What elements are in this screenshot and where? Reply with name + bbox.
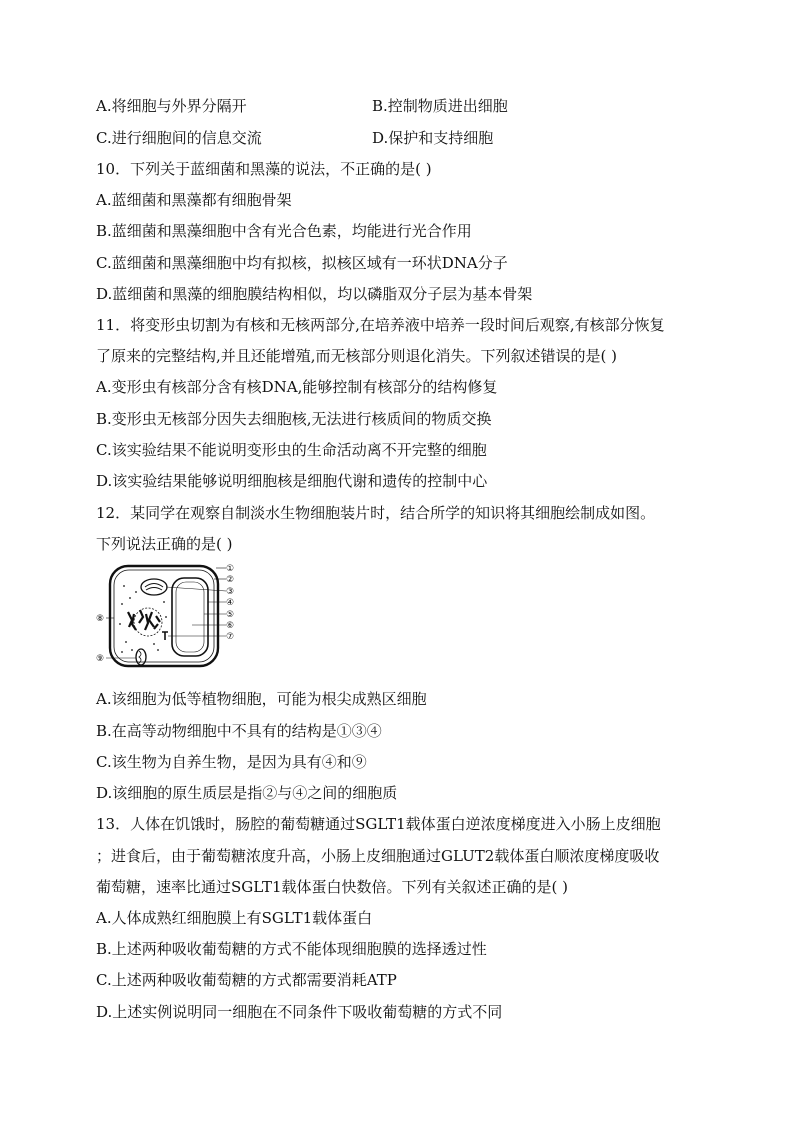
q13-stem-line2: ；进食后，由于葡萄糖浓度升高，小肠上皮细胞通过GLUT2载体蛋白顺浓度梯度吸收: [96, 847, 660, 865]
label-6: ⑥: [226, 621, 235, 631]
q11-option-d: D.该实验结果能够说明细胞核是细胞代谢和遗传的控制中心: [96, 472, 488, 490]
q12-option-c: C.该生物为自养生物，是因为具有④和⑨: [96, 753, 367, 771]
q13-stem-line1: 13．人体在饥饿时，肠腔的葡萄糖通过SGLT1载体蛋白逆浓度梯度进入小肠上皮细胞: [96, 815, 661, 833]
q11-option-b: B.变形虫无核部分因失去细胞核,无法进行核质间的物质交换: [96, 410, 492, 428]
mitochondrion-cristae: [139, 651, 141, 663]
q9-option-d: D.保护和支持细胞: [372, 129, 494, 147]
q12-option-d: D.该细胞的原生质层是指②与④之间的细胞质: [96, 784, 398, 802]
cytoplasm-granules: [119, 585, 167, 653]
q13-option-b: B.上述两种吸收葡萄糖的方式不能体现细胞膜的选择透过性: [96, 940, 487, 958]
mitochondrion: [136, 649, 146, 665]
label-7: ⑦: [226, 632, 235, 642]
q9-option-a: A.将细胞与外界分隔开: [96, 97, 247, 115]
q11-option-a: A.变形虫有核部分含有核DNA,能够控制有核部分的结构修复: [96, 378, 498, 396]
label-2: ②: [226, 575, 235, 585]
q13-option-a: A.人体成熟红细胞膜上有SGLT1载体蛋白: [96, 909, 373, 927]
cell-wall: [110, 566, 218, 666]
q10-stem: 10．下列关于蓝细菌和黑藻的说法，不正确的是( ): [96, 160, 432, 178]
q10-option-b: B.蓝细菌和黑藻细胞中含有光合色素，均能进行光合作用: [96, 222, 472, 240]
q12-stem-line2: 下列说法正确的是( ): [96, 535, 233, 553]
label-3: ③: [226, 587, 235, 597]
q13-option-d: D.上述实例说明同一细胞在不同条件下吸收葡萄糖的方式不同: [96, 1003, 503, 1021]
q13-stem-line3: 葡萄糖，速率比通过SGLT1载体蛋白快数倍。下列有关叙述正确的是( ): [96, 878, 569, 896]
q9-option-b: B.控制物质进出细胞: [372, 97, 508, 115]
q10-option-a: A.蓝细菌和黑藻都有细胞骨架: [96, 191, 292, 209]
q11-stem-line1: 11．将变形虫切割为有核和无核两部分,在培养液中培养一段时间后观察,有核部分恢复: [96, 316, 665, 334]
q10-option-d: D.蓝细菌和黑藻的细胞膜结构相似，均以磷脂双分子层为基本骨架: [96, 285, 533, 303]
q12-stem-line1: 12．某同学在观察自制淡水生物细胞装片时，结合所学的知识将其细胞绘制成如图。: [96, 504, 656, 522]
label-4: ④: [226, 598, 235, 608]
tonoplast: [176, 582, 204, 652]
q11-stem-line2: 了原来的完整结构,并且还能增殖,而无核部分则退化消失。下列叙述错误的是( ): [96, 347, 618, 365]
plant-cell-diagram: [96, 562, 246, 674]
q10-option-c: C.蓝细菌和黑藻细胞中均有拟核，拟核区域有一环状DNA分子: [96, 254, 508, 272]
chromatin: [128, 610, 160, 630]
thylakoid-lines: [145, 584, 163, 591]
q9-option-c: C.进行细胞间的信息交流: [96, 129, 262, 147]
q13-option-c: C.上述两种吸收葡萄糖的方式都需要消耗ATP: [96, 971, 397, 989]
label-1: ①: [226, 564, 235, 574]
q11-option-c: C.该实验结果不能说明变形虫的生命活动离不开完整的细胞: [96, 441, 487, 459]
q12-option-b: B.在高等动物细胞中不具有的结构是①③④: [96, 722, 382, 740]
q12-option-a: A.该细胞为低等植物细胞，可能为根尖成熟区细胞: [96, 690, 427, 708]
label-5: ⑤: [226, 610, 235, 620]
label-9: ⑨: [96, 654, 105, 664]
centrosome-mark: [162, 632, 168, 640]
label-8: ⑧: [96, 614, 105, 624]
